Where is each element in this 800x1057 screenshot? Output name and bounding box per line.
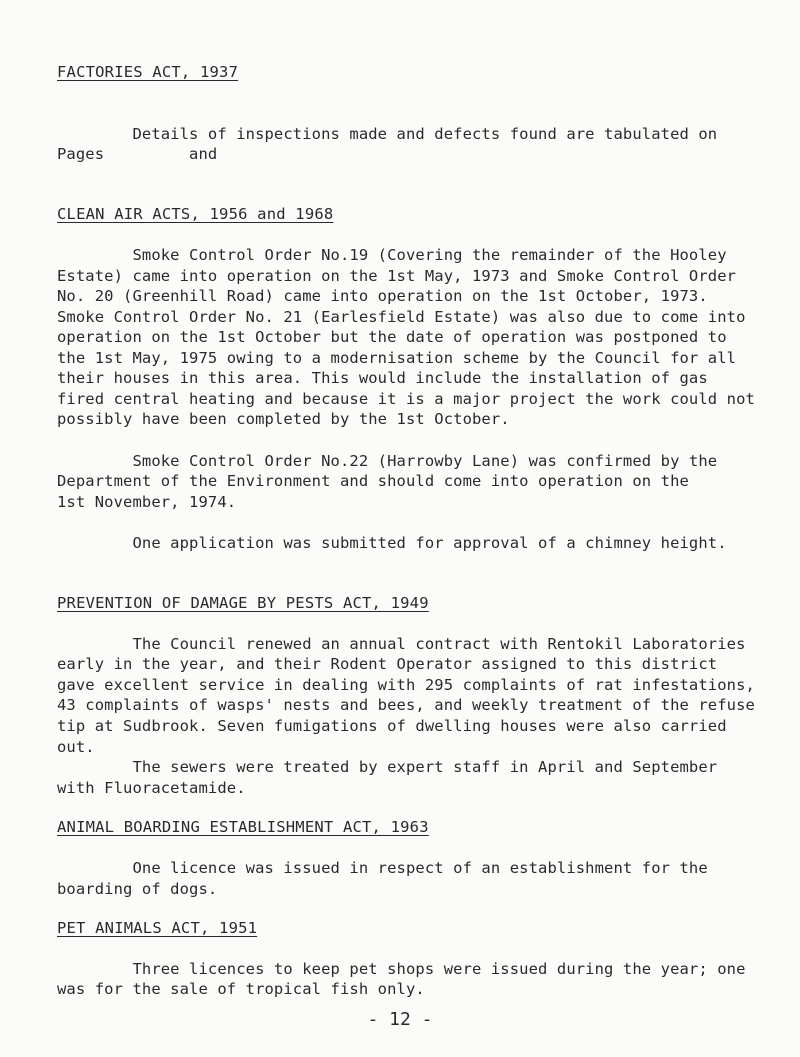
paragraph-pet-shop-licences: Three licences to keep pet shops were issued during the year; one was for the sale of tropical fish only.	[57, 959, 746, 999]
paragraph-sewers-treated: The sewers were treated by expert staff in April and September with Fluoracetamide.	[57, 758, 718, 797]
paragraph-boarding-licence: One licence was issued in respect of an establishment for the boarding of dogs.	[57, 858, 708, 898]
heading-factories-act: FACTORIES ACT, 1937	[57, 63, 239, 81]
heading-pet-animals-act: PET ANIMALS ACT, 1951	[57, 918, 258, 937]
paragraph-chimney-height: One application was submitted for approval of a chimney height.	[57, 533, 727, 552]
heading-clean-air-acts: CLEAN AIR ACTS, 1956 and 1968	[57, 205, 334, 223]
paragraph-smoke-control-orders: Smoke Control Order No.19 (Covering the remainder of the Hooley Estate) came into operation on the 1st May, 1973 and Smoke Control Order No. 20 (Greenhill Road) came into operation on the 1st October, 1973. Smoke Control Order No. 21 (Earlesfield Estate) was also due to come into operation on the 1st October but the date of operation was postponed to the 1st May, 1975 owing to a modernisation scheme by the Council for all their houses in this area. This would include the installation of gas fired central heating and because it is a major project the work could not possibly have been completed by the 1st October.	[57, 246, 755, 429]
heading-animal-boarding-act: ANIMAL BOARDING ESTABLISHMENT ACT, 1963	[57, 817, 429, 836]
paragraph-factories-inspections: Details of inspections made and defects found are tabulated on Pages and	[57, 124, 718, 164]
paragraph-harrowby-lane: Smoke Control Order No.22 (Harrowby Lane) was confirmed by the Department of the Environment and should come into operation on the 1st November, 1974.	[57, 451, 718, 511]
page-number: - 12 -	[367, 1009, 433, 1030]
paragraph-rentokil-contract: The Council renewed an annual contract with Rentokil Laboratories early in the year, and their Rodent Operator assigned to this district gave excellent service in dealing with 295 complaints of rat infestations, 43 complaints of wasps' nests and bees, and weekly treatment of the refuse tip at Sudbrook. Seven fumigations of dwelling houses were also carried out.	[57, 634, 755, 756]
heading-pests-act: PREVENTION OF DAMAGE BY PESTS ACT, 1949	[57, 593, 429, 612]
